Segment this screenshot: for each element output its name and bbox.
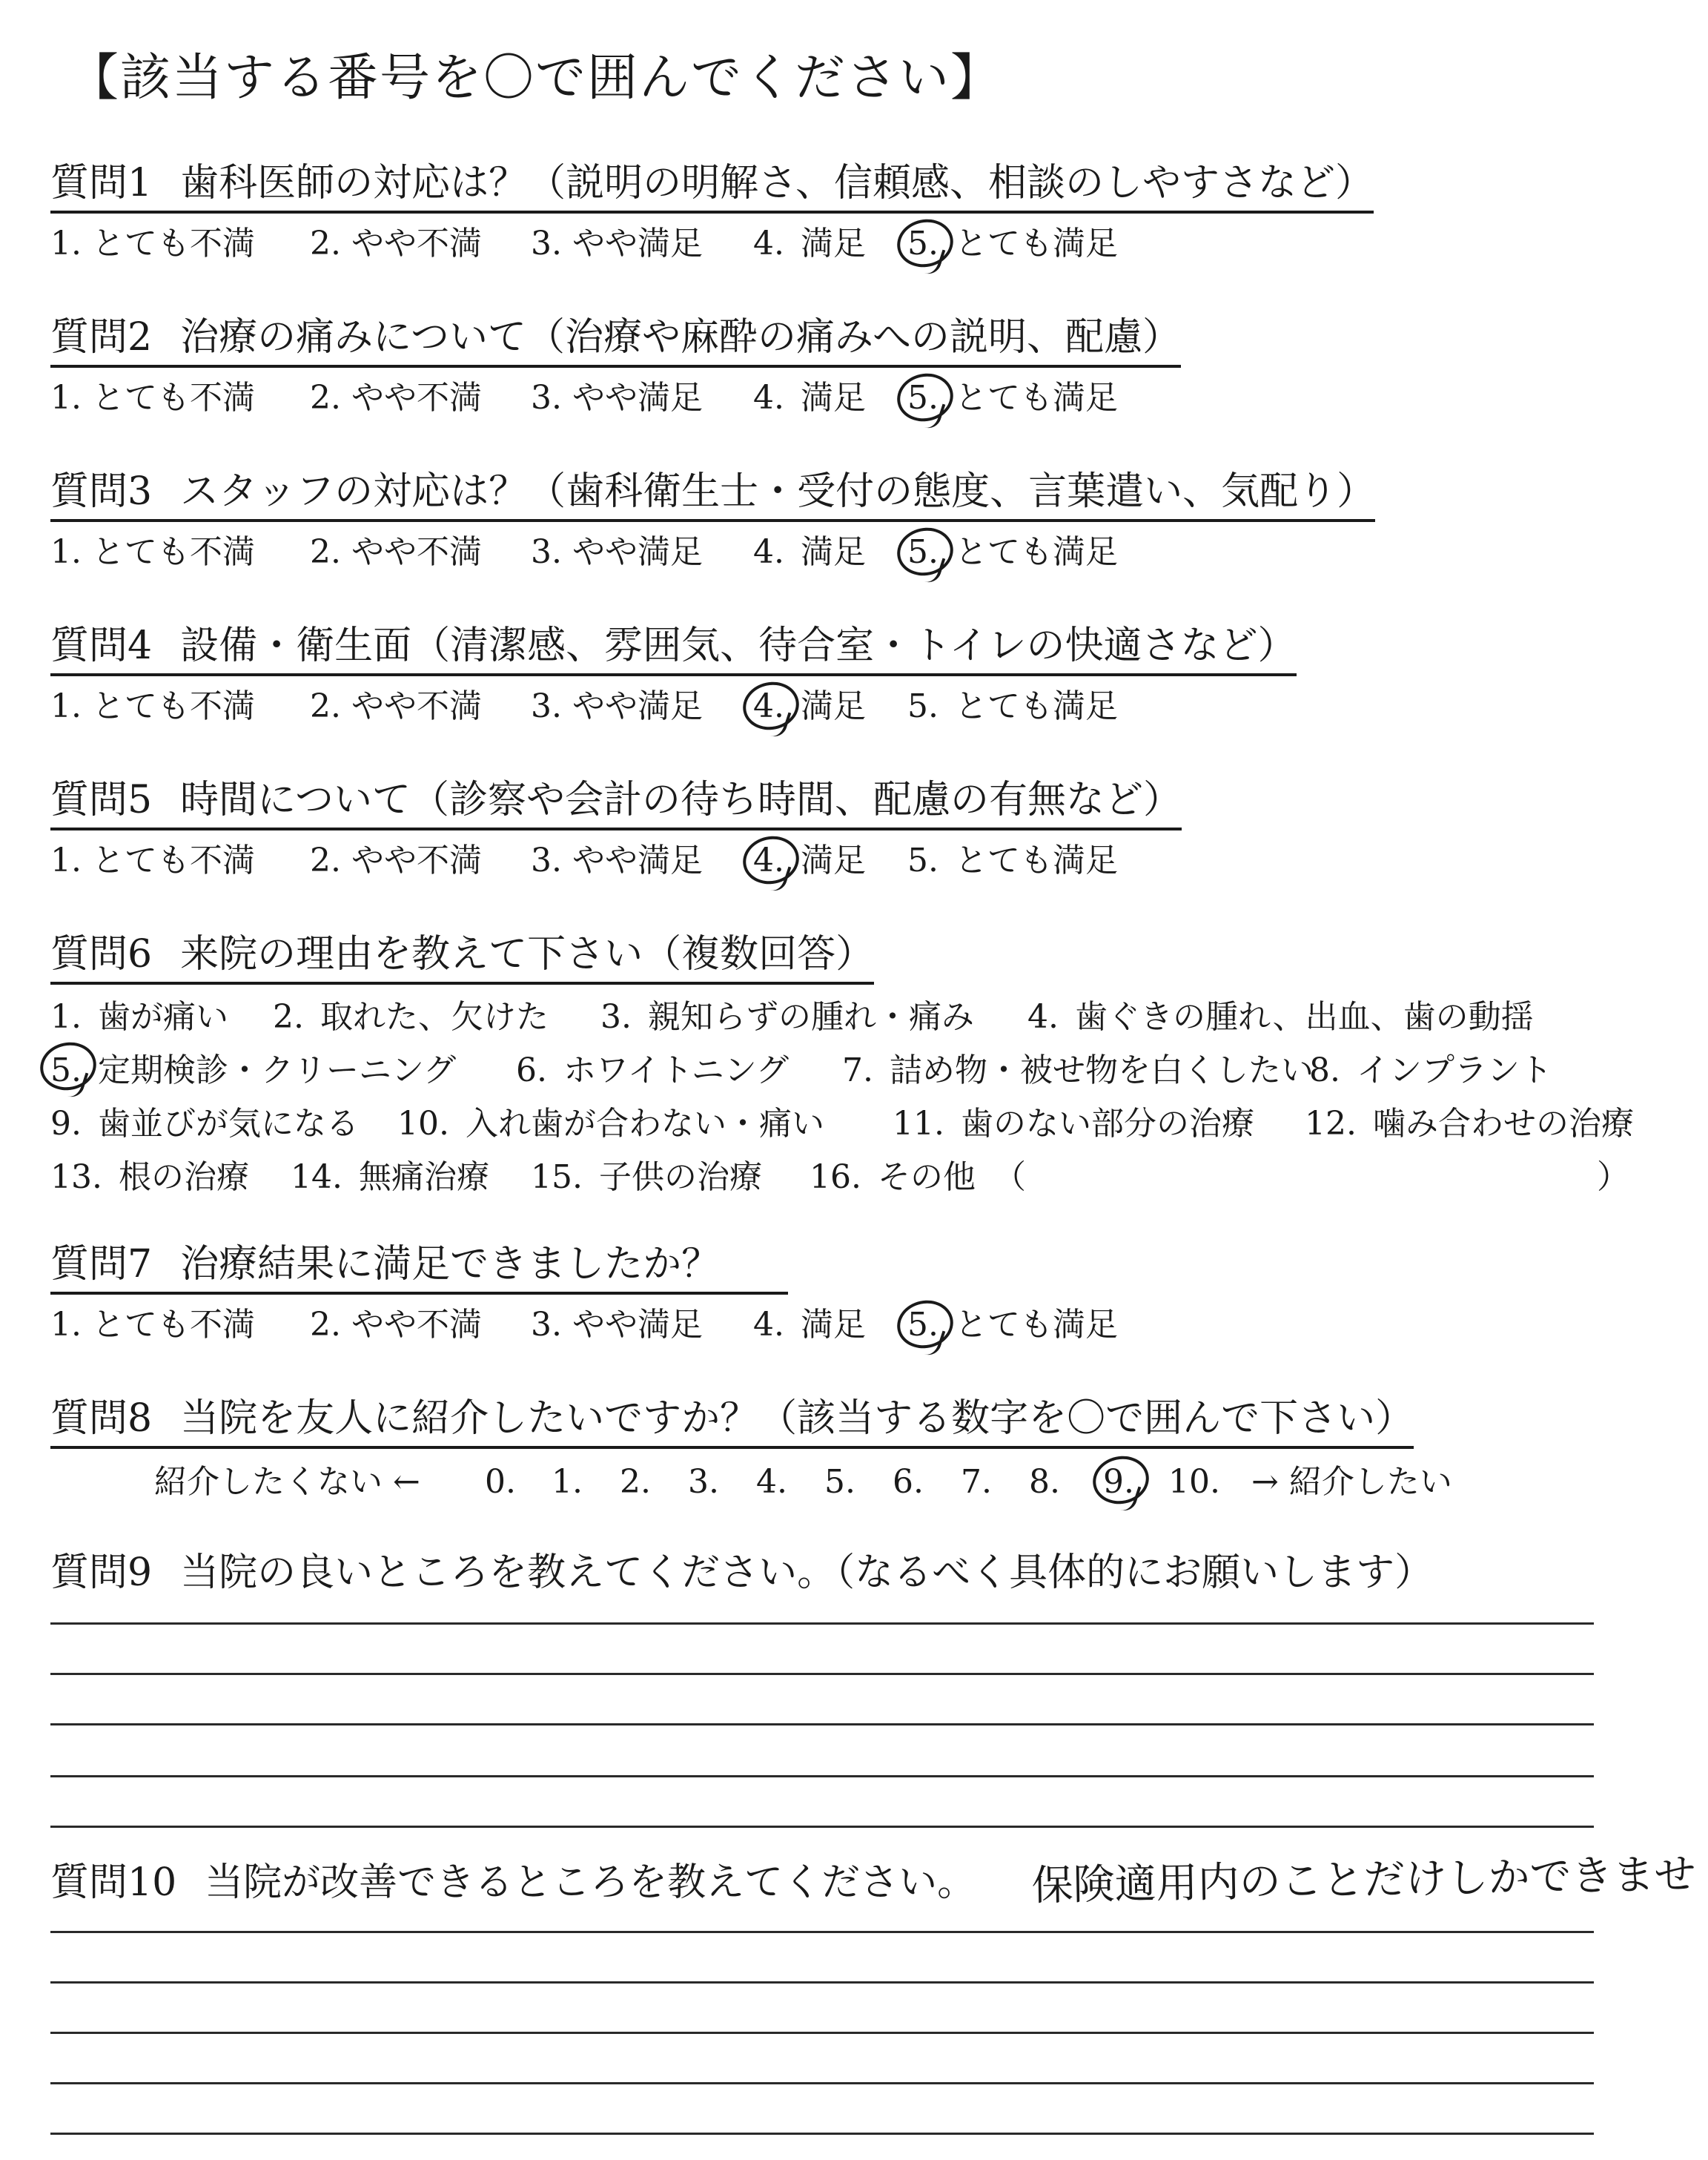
q2-option-5-circled[interactable] — [907, 375, 1118, 421]
q4-option-4-circled[interactable] — [753, 684, 866, 730]
question-2-title — [50, 316, 1181, 368]
question-4 — [50, 624, 1297, 730]
q7-option-2[interactable]: 2. やや不満 — [310, 1305, 482, 1344]
q8-score-4[interactable]: 4. — [756, 1462, 787, 1501]
q6-option-11-label: 歯のない部分の治療 — [960, 1104, 1254, 1143]
question-7-number: 質問7 — [50, 1242, 153, 1287]
q3-option-5-circled[interactable] — [907, 529, 1118, 575]
question-10-title — [50, 1861, 976, 1906]
q8-left-label: 紹介したくない ← — [154, 1462, 420, 1501]
q8-score-0[interactable]: 0. — [485, 1462, 516, 1501]
q2-option-4[interactable] — [753, 375, 866, 421]
q10-answer-line-4[interactable] — [50, 2082, 1594, 2084]
q5-option-5-label: とても満足 — [954, 841, 1118, 879]
q1-option-1[interactable]: 1. とても不満 — [50, 224, 255, 262]
question-4-options — [50, 684, 1297, 730]
q2-option-3[interactable]: 3. やや満足 — [531, 378, 703, 417]
q6-option-16-label: その他 — [877, 1157, 976, 1196]
q6-option-13-number: 13. — [50, 1157, 102, 1196]
q8-score-9-number: 9. — [1103, 1458, 1134, 1507]
q6-option-12[interactable] — [1305, 1097, 1634, 1151]
q6-option-15[interactable] — [531, 1151, 762, 1204]
q1-option-4-label: 満足 — [800, 224, 866, 262]
q3-option-2[interactable]: 2. やや不満 — [310, 532, 482, 571]
q5-option-5[interactable] — [907, 838, 1118, 884]
question-5-number: 質問5 — [50, 778, 153, 822]
q5-option-2[interactable]: 2. やや不満 — [310, 841, 482, 879]
q6-option-13[interactable] — [50, 1151, 249, 1204]
q2-option-5-number: 5. — [907, 375, 939, 421]
question-10 — [50, 1861, 976, 1906]
q6-option-4-number: 4. — [1027, 997, 1059, 1036]
q8-score-3[interactable]: 3. — [688, 1462, 719, 1501]
q6-option-7-label: 詰め物・被せ物を白くしたい — [889, 1051, 1314, 1089]
q5-option-4-circled[interactable] — [753, 838, 866, 884]
q7-option-5-label: とても満足 — [954, 1305, 1118, 1344]
q7-option-5-number: 5. — [907, 1302, 939, 1348]
q2-option-1[interactable]: 1. とても不満 — [50, 378, 255, 417]
question-4-text: 設備・衛生面（清潔感、雰囲気、待合室・トイレの快適さなど） — [180, 624, 1297, 668]
q8-score-5[interactable]: 5. — [824, 1462, 855, 1501]
q7-option-4[interactable] — [753, 1302, 866, 1348]
q10-handwritten-answer-text: 保険適用内のことだけしかできませ — [1031, 1850, 1697, 1910]
question-2-options — [50, 375, 1181, 421]
question-8-number: 質問8 — [50, 1396, 153, 1441]
q1-option-5-circled[interactable] — [907, 221, 1118, 267]
question-3-title — [50, 470, 1375, 522]
q4-option-1[interactable]: 1. とても不満 — [50, 687, 255, 725]
q1-option-5-number: 5. — [907, 221, 939, 267]
question-9-title — [50, 1551, 1433, 1596]
question-9-text: 当院の良いところを教えてください。（なるべく具体的にお願いします） — [180, 1550, 1434, 1595]
q6-row-4 — [50, 1151, 1629, 1204]
q10-answer-line-5[interactable] — [50, 2133, 1594, 2135]
q2-option-5-label: とても満足 — [954, 378, 1118, 417]
question-2-number: 質問2 — [50, 315, 153, 360]
question-1-text: 歯科医師の対応は？（説明の明解さ、信頼感、相談のしやすさなど） — [180, 161, 1374, 205]
q1-option-5-label: とても満足 — [954, 224, 1118, 262]
q6-option-2-label: 取れた、欠けた — [320, 997, 549, 1036]
question-3 — [50, 470, 1375, 575]
q4-option-2[interactable]: 2. やや不満 — [310, 687, 482, 725]
question-2-text: 治療の痛みについて（治療や麻酔の痛みへの説明、配慮） — [180, 315, 1182, 360]
q2-option-4-label: 満足 — [800, 378, 866, 417]
q8-score-9-circled[interactable] — [1103, 1458, 1151, 1507]
q6-option-5-label: 定期検診・クリーニング — [97, 1051, 457, 1089]
q6-option-16-number: 16. — [810, 1157, 861, 1196]
question-7-title — [50, 1243, 788, 1295]
q6-option-9-number: 9. — [50, 1104, 82, 1143]
question-6-title — [50, 933, 874, 985]
q8-right-label: → 紹介したい — [1251, 1462, 1452, 1501]
question-5-title — [50, 779, 1182, 830]
q6-option-4-label: 歯ぐきの腫れ、出血、歯の動揺 — [1074, 997, 1534, 1036]
question-3-number: 質問3 — [50, 469, 153, 514]
q6-option-7[interactable] — [842, 1044, 1314, 1097]
q6-option-12-label: 噛み合わせの治療 — [1372, 1104, 1634, 1143]
q5-option-3[interactable]: 3. やや満足 — [531, 841, 703, 879]
q6-option-8[interactable] — [1309, 1044, 1552, 1097]
q8-score-6[interactable]: 6. — [893, 1462, 924, 1501]
q6-row-1 — [50, 991, 1534, 1044]
q3-option-4[interactable] — [753, 529, 866, 575]
q8-score-8[interactable]: 8. — [1029, 1462, 1060, 1501]
question-4-title — [50, 624, 1297, 676]
question-2 — [50, 316, 1181, 421]
q4-option-3[interactable]: 3. やや満足 — [531, 687, 703, 725]
q4-option-4-label: 満足 — [800, 687, 866, 725]
q6-option-12-number: 12. — [1305, 1104, 1357, 1143]
q6-option-15-number: 15. — [531, 1157, 583, 1196]
q5-option-1[interactable]: 1. とても不満 — [50, 841, 255, 879]
q1-option-4[interactable] — [753, 221, 866, 267]
question-3-text: スタッフの対応は？（歯科衛生士・受付の態度、言葉遣い、気配り） — [180, 469, 1376, 514]
question-9 — [50, 1551, 1433, 1596]
q6-option-2[interactable] — [273, 991, 549, 1044]
q7-option-1[interactable]: 1. とても不満 — [50, 1305, 255, 1344]
question-6 — [50, 932, 1634, 1204]
q6-option-7-number: 7. — [842, 1051, 873, 1089]
question-1 — [50, 162, 1374, 267]
q10-answer-line-3[interactable] — [50, 2032, 1594, 2034]
q10-answer-line-2[interactable] — [50, 1981, 1594, 1984]
q6-option-3-label: 親知らずの腫れ・痛み — [647, 997, 974, 1036]
question-1-number: 質問1 — [50, 161, 153, 205]
q8-score-2[interactable]: 2. — [620, 1462, 651, 1501]
q5-option-4-number: 4. — [753, 838, 784, 884]
question-1-title — [50, 162, 1374, 214]
q9-answer-line-4[interactable] — [50, 1775, 1594, 1777]
q4-option-5-label: とても満足 — [954, 687, 1118, 725]
q6-option-9-label: 歯並びが気になる — [97, 1104, 359, 1143]
q3-option-3[interactable]: 3. やや満足 — [531, 532, 703, 571]
q6-option-15-label: 子供の治療 — [598, 1157, 762, 1196]
question-1-options — [50, 221, 1374, 267]
q2-option-4-number: 4. — [753, 378, 784, 417]
q7-option-4-number: 4. — [753, 1305, 784, 1344]
question-8-text: 当院を友人に紹介したいですか？（該当する数字を〇で囲んで下さい） — [180, 1396, 1414, 1441]
q6-option-1[interactable] — [50, 991, 228, 1044]
q3-option-4-label: 満足 — [800, 532, 866, 571]
question-6-text: 来院の理由を教えて下さい（複数回答） — [180, 932, 875, 977]
q4-option-5-number: 5. — [907, 687, 939, 725]
q6-option-6-label: ホワイトニング — [563, 1051, 790, 1089]
q6-row-2 — [50, 1044, 1552, 1097]
q6-other-paren-close: ） — [1597, 1157, 1629, 1196]
q6-option-16[interactable] — [810, 1151, 976, 1204]
q6-option-5-circled[interactable] — [50, 1044, 456, 1097]
q8-score-1[interactable]: 1. — [552, 1462, 583, 1501]
q6-option-10-number: 10. — [397, 1104, 449, 1143]
q6-option-10-label: 入れ歯が合わない・痛い — [465, 1104, 824, 1143]
q10-answer-line-1[interactable] — [50, 1931, 1594, 1933]
question-3-options — [50, 529, 1375, 575]
question-10-text: 当院が改善できるところを教えてください。 — [205, 1860, 976, 1905]
q6-option-5-number: 5. — [50, 1044, 82, 1097]
question-6-options — [50, 991, 1634, 1204]
page-title: 【該当する番号を〇で囲んでください】 — [68, 49, 1003, 108]
q6-option-2-number: 2. — [273, 997, 304, 1036]
q3-option-4-number: 4. — [753, 532, 784, 571]
q5-option-4-label: 満足 — [800, 841, 866, 879]
question-6-number: 質問6 — [50, 932, 153, 977]
question-9-number: 質問9 — [50, 1550, 153, 1595]
question-7 — [50, 1242, 1118, 1348]
q3-option-5-number: 5. — [907, 529, 939, 575]
q3-option-1[interactable]: 1. とても不満 — [50, 532, 255, 571]
q8-score-7[interactable]: 7. — [961, 1462, 992, 1501]
q6-option-13-label: 根の治療 — [118, 1157, 249, 1196]
question-7-options — [50, 1302, 1118, 1348]
question-8-scale — [50, 1458, 1452, 1507]
q8-score-10[interactable]: 10. — [1168, 1462, 1220, 1501]
q9-answer-line-2[interactable] — [50, 1673, 1594, 1675]
question-5-options — [50, 838, 1182, 884]
q7-option-4-label: 満足 — [800, 1305, 866, 1344]
q6-option-3[interactable] — [600, 991, 974, 1044]
q7-option-3[interactable]: 3. やや満足 — [531, 1305, 703, 1344]
q4-option-4-number: 4. — [753, 684, 784, 730]
q6-option-14-number: 14. — [291, 1157, 342, 1196]
q6-row-3 — [50, 1097, 1634, 1151]
q6-option-6[interactable] — [516, 1044, 789, 1097]
q6-option-8-label: インプラント — [1356, 1051, 1552, 1089]
q6-option-11-number: 11. — [893, 1104, 944, 1143]
question-5-text: 時間について（診察や会計の待ち時間、配慮の有無など） — [180, 778, 1182, 822]
q6-other-paren-open: （ — [993, 1157, 1026, 1196]
q6-option-14-label: 無痛治療 — [358, 1157, 489, 1196]
question-10-number: 質問10 — [50, 1860, 177, 1905]
q9-answer-line-3[interactable] — [50, 1723, 1594, 1725]
q2-option-2[interactable]: 2. やや不満 — [310, 378, 482, 417]
q9-answer-line-1[interactable] — [50, 1622, 1594, 1625]
q7-option-5-circled[interactable] — [907, 1302, 1118, 1348]
question-5 — [50, 779, 1182, 884]
question-4-number: 質問4 — [50, 624, 153, 668]
q6-option-6-number: 6. — [516, 1051, 547, 1089]
q9-answer-line-5[interactable] — [50, 1826, 1594, 1828]
question-8 — [50, 1396, 1452, 1507]
q1-option-4-number: 4. — [753, 224, 784, 262]
q6-option-4[interactable] — [1027, 991, 1534, 1044]
q6-option-1-label: 歯が痛い — [97, 997, 228, 1036]
q1-option-3[interactable]: 3. やや満足 — [531, 224, 703, 262]
q6-option-1-number: 1. — [50, 997, 82, 1036]
q5-option-5-number: 5. — [907, 841, 939, 879]
q6-option-10[interactable] — [397, 1097, 824, 1151]
q3-option-5-label: とても満足 — [954, 532, 1118, 571]
q6-option-8-number: 8. — [1309, 1051, 1340, 1089]
question-8-title — [50, 1397, 1414, 1449]
q1-option-2[interactable]: 2. やや不満 — [310, 224, 482, 262]
question-7-text: 治療結果に満足できましたか？ — [180, 1242, 721, 1287]
q10-handwritten-answer — [1031, 1850, 1697, 1915]
q6-option-14[interactable] — [291, 1151, 489, 1204]
q4-option-5[interactable] — [907, 684, 1118, 730]
q6-option-11[interactable] — [893, 1097, 1254, 1151]
q6-option-9[interactable] — [50, 1097, 359, 1151]
q6-option-3-number: 3. — [600, 997, 632, 1036]
